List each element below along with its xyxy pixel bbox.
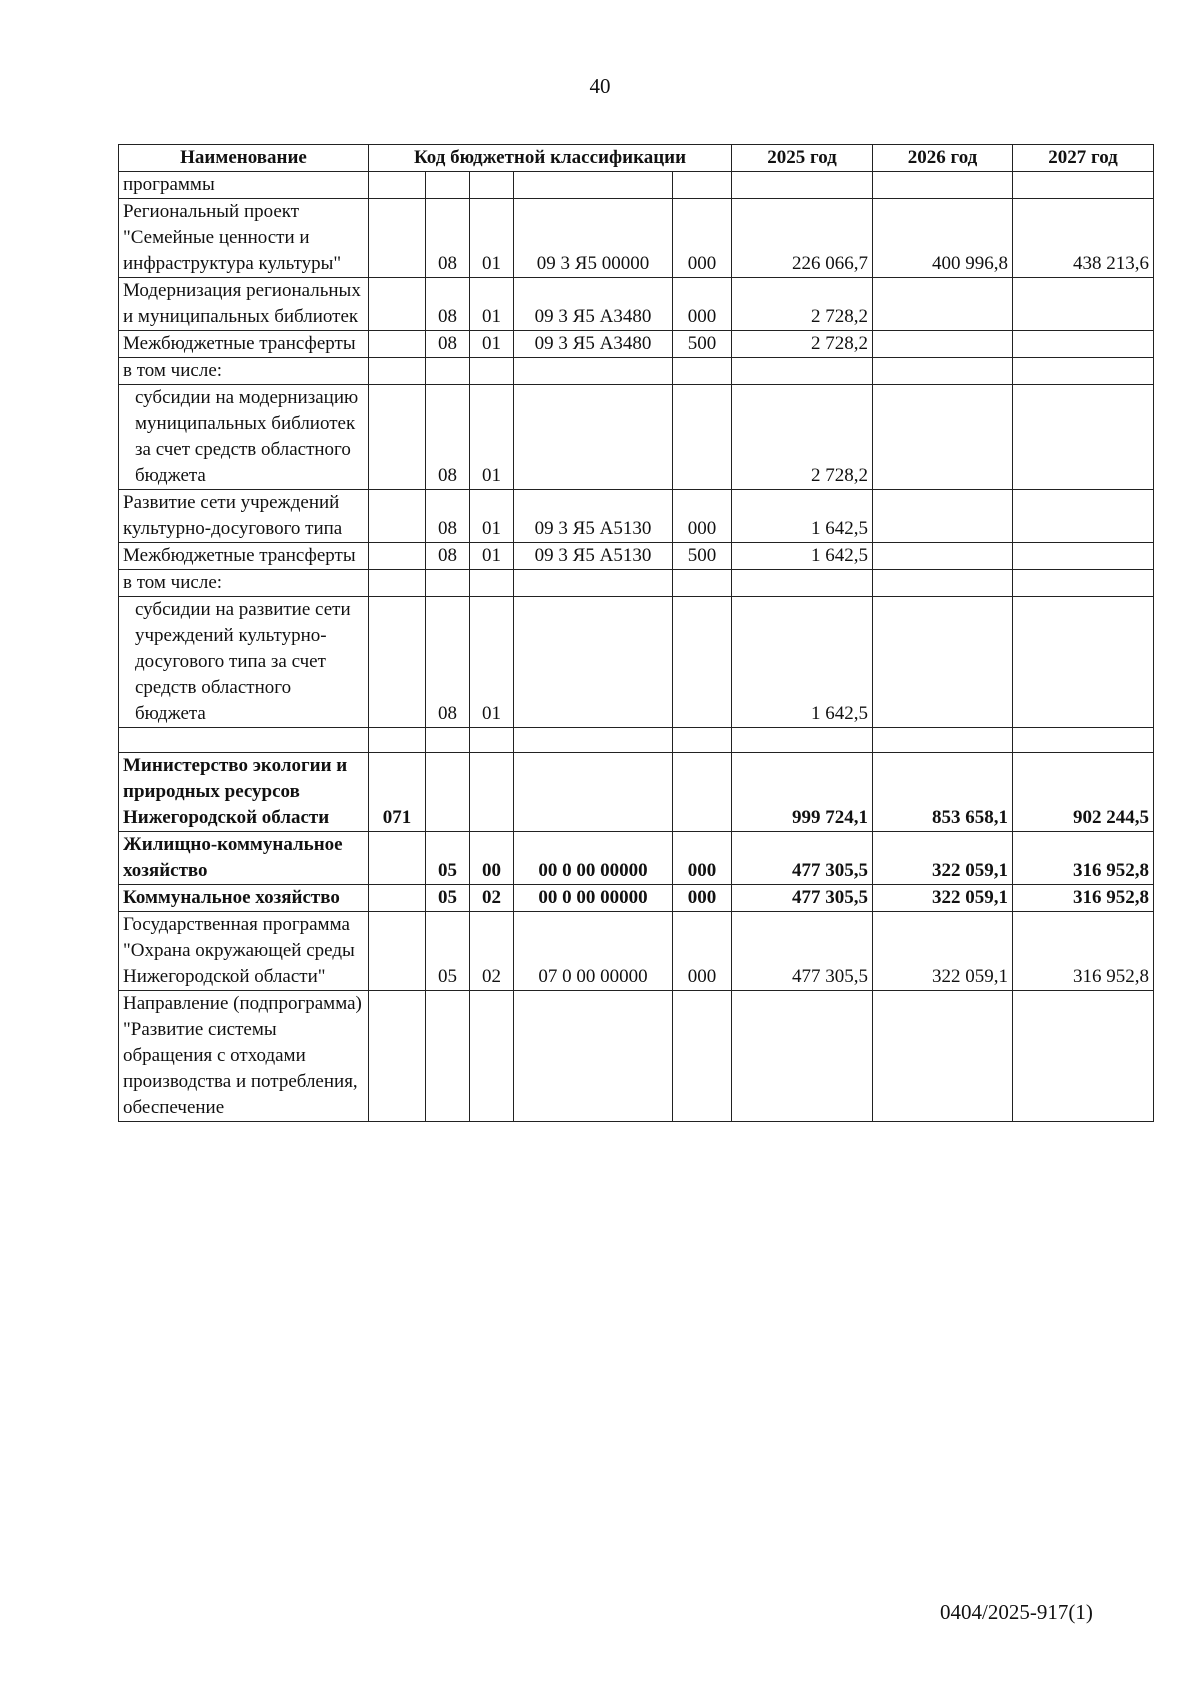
value-2026	[873, 331, 1013, 358]
value-2027	[1013, 358, 1154, 385]
row-name	[119, 728, 369, 753]
value-2026: 400 996,8	[873, 199, 1013, 278]
table-row	[119, 570, 1154, 597]
value-2027	[1013, 991, 1154, 1122]
code-admin	[369, 278, 426, 331]
header-2026: 2026 год	[873, 145, 1013, 172]
header-2027: 2027 год	[1013, 145, 1154, 172]
row-name: в том числе:	[119, 358, 369, 385]
value-2025: 226 066,7	[732, 199, 873, 278]
code-section	[426, 728, 470, 753]
code-subsection	[470, 991, 514, 1122]
code-section: 05	[426, 885, 470, 912]
code-target: 09 3 Я5 А3480	[514, 331, 673, 358]
code-expense-type: 500	[673, 331, 732, 358]
code-subsection: 02	[470, 912, 514, 991]
code-target	[514, 991, 673, 1122]
table-row	[119, 331, 1154, 358]
code-admin	[369, 912, 426, 991]
code-expense-type: 000	[673, 199, 732, 278]
value-2027: 438 213,6	[1013, 199, 1154, 278]
code-admin	[369, 358, 426, 385]
code-expense-type: 000	[673, 278, 732, 331]
row-name: Межбюджетные трансферты	[119, 331, 369, 358]
table-row	[119, 385, 1154, 490]
code-target	[514, 570, 673, 597]
header-name: Наименование	[119, 145, 369, 172]
value-2026: 322 059,1	[873, 885, 1013, 912]
value-2026	[873, 543, 1013, 570]
value-2025: 1 642,5	[732, 543, 873, 570]
value-2027	[1013, 278, 1154, 331]
code-section: 08	[426, 597, 470, 728]
value-2027	[1013, 490, 1154, 543]
code-subsection: 01	[470, 199, 514, 278]
value-2027: 316 952,8	[1013, 832, 1154, 885]
value-2025	[732, 991, 873, 1122]
code-admin	[369, 172, 426, 199]
code-subsection	[470, 728, 514, 753]
code-expense-type	[673, 358, 732, 385]
value-2026	[873, 490, 1013, 543]
value-2026	[873, 570, 1013, 597]
code-section: 08	[426, 490, 470, 543]
code-admin: 071	[369, 753, 426, 832]
code-subsection: 01	[470, 543, 514, 570]
code-target	[514, 597, 673, 728]
code-section	[426, 172, 470, 199]
value-2026	[873, 358, 1013, 385]
code-subsection	[470, 570, 514, 597]
table-row	[119, 172, 1154, 199]
value-2027	[1013, 331, 1154, 358]
code-subsection	[470, 172, 514, 199]
value-2025: 999 724,1	[732, 753, 873, 832]
row-name: Жилищно-коммунальное хозяйство	[119, 832, 369, 885]
code-target: 09 3 Я5 А3480	[514, 278, 673, 331]
code-expense-type	[673, 597, 732, 728]
value-2027	[1013, 728, 1154, 753]
code-subsection: 01	[470, 331, 514, 358]
code-section	[426, 991, 470, 1122]
code-section: 08	[426, 331, 470, 358]
table-row	[119, 597, 1154, 728]
table-row	[119, 543, 1154, 570]
code-target: 00 0 00 00000	[514, 832, 673, 885]
code-section: 08	[426, 385, 470, 490]
code-target	[514, 728, 673, 753]
value-2025: 477 305,5	[732, 885, 873, 912]
code-admin	[369, 331, 426, 358]
value-2025	[732, 172, 873, 199]
code-target: 09 3 Я5 А5130	[514, 490, 673, 543]
value-2026	[873, 385, 1013, 490]
value-2025: 477 305,5	[732, 832, 873, 885]
code-expense-type: 000	[673, 885, 732, 912]
code-section	[426, 570, 470, 597]
table-header-row	[119, 145, 1154, 172]
code-admin	[369, 597, 426, 728]
value-2026: 322 059,1	[873, 832, 1013, 885]
value-2025	[732, 728, 873, 753]
code-subsection: 01	[470, 278, 514, 331]
table-row	[119, 912, 1154, 991]
code-admin	[369, 728, 426, 753]
code-section	[426, 753, 470, 832]
code-admin	[369, 543, 426, 570]
row-name: Государственная программа "Охрана окружающей среды Нижегородской области"	[119, 912, 369, 991]
table-row	[119, 490, 1154, 543]
code-subsection	[470, 753, 514, 832]
code-section: 05	[426, 832, 470, 885]
code-admin	[369, 490, 426, 543]
code-subsection: 01	[470, 490, 514, 543]
code-subsection: 01	[470, 385, 514, 490]
row-name: Направление (подпрограмма) "Развитие системы обращения с отходами производства и потребления, обеспечение	[119, 991, 369, 1122]
value-2025: 1 642,5	[732, 597, 873, 728]
code-target: 09 3 Я5 00000	[514, 199, 673, 278]
code-target: 00 0 00 00000	[514, 885, 673, 912]
table-row	[119, 991, 1154, 1122]
value-2025: 2 728,2	[732, 278, 873, 331]
code-expense-type	[673, 991, 732, 1122]
code-expense-type	[673, 753, 732, 832]
value-2026	[873, 991, 1013, 1122]
code-target	[514, 753, 673, 832]
code-target	[514, 385, 673, 490]
value-2026	[873, 278, 1013, 331]
value-2026	[873, 597, 1013, 728]
table-row	[119, 199, 1154, 278]
value-2027	[1013, 172, 1154, 199]
code-expense-type: 000	[673, 832, 732, 885]
page-number: 40	[589, 74, 611, 98]
value-2026	[873, 172, 1013, 199]
row-name: Модернизация региональных и муниципальных библиотек	[119, 278, 369, 331]
value-2025: 477 305,5	[732, 912, 873, 991]
code-admin	[369, 385, 426, 490]
row-name: Коммунальное хозяйство	[119, 885, 369, 912]
code-admin	[369, 885, 426, 912]
code-expense-type	[673, 570, 732, 597]
code-target: 09 3 Я5 А5130	[514, 543, 673, 570]
value-2026	[873, 728, 1013, 753]
table-row	[119, 753, 1154, 832]
code-expense-type: 500	[673, 543, 732, 570]
code-admin	[369, 199, 426, 278]
row-name: Межбюджетные трансферты	[119, 543, 369, 570]
value-2027	[1013, 597, 1154, 728]
code-section	[426, 358, 470, 385]
table-body	[119, 172, 1154, 1122]
row-name: программы	[119, 172, 369, 199]
value-2027: 316 952,8	[1013, 912, 1154, 991]
value-2027: 902 244,5	[1013, 753, 1154, 832]
value-2025: 1 642,5	[732, 490, 873, 543]
code-section: 08	[426, 543, 470, 570]
table-row	[119, 885, 1154, 912]
row-name: субсидии на развитие сети учреждений культурно-досугового типа за счет средств областного бюджета	[119, 597, 369, 728]
value-2027	[1013, 385, 1154, 490]
header-code: Код бюджетной классификации	[369, 145, 732, 172]
value-2025: 2 728,2	[732, 331, 873, 358]
budget-table	[118, 144, 1154, 1122]
code-target	[514, 172, 673, 199]
code-subsection: 00	[470, 832, 514, 885]
value-2025: 2 728,2	[732, 385, 873, 490]
code-section: 05	[426, 912, 470, 991]
code-expense-type	[673, 172, 732, 199]
document-code: 0404/2025-917(1)	[940, 1600, 1093, 1624]
header-2025: 2025 год	[732, 145, 873, 172]
code-section: 08	[426, 278, 470, 331]
code-admin	[369, 832, 426, 885]
value-2027: 316 952,8	[1013, 885, 1154, 912]
code-expense-type	[673, 728, 732, 753]
value-2026: 853 658,1	[873, 753, 1013, 832]
code-target	[514, 358, 673, 385]
value-2026: 322 059,1	[873, 912, 1013, 991]
code-expense-type	[673, 385, 732, 490]
table-row	[119, 832, 1154, 885]
code-target: 07 0 00 00000	[514, 912, 673, 991]
table-row	[119, 358, 1154, 385]
code-subsection: 02	[470, 885, 514, 912]
code-subsection: 01	[470, 597, 514, 728]
row-name: в том числе:	[119, 570, 369, 597]
table-row	[119, 278, 1154, 331]
row-name: Региональный проект "Семейные ценности и инфраструктура культуры"	[119, 199, 369, 278]
row-name: Развитие сети учреждений культурно-досугового типа	[119, 490, 369, 543]
code-admin	[369, 570, 426, 597]
code-subsection	[470, 358, 514, 385]
row-name: субсидии на модернизацию муниципальных библиотек за счет средств областного бюджета	[119, 385, 369, 490]
value-2027	[1013, 543, 1154, 570]
value-2027	[1013, 570, 1154, 597]
code-expense-type: 000	[673, 912, 732, 991]
value-2025	[732, 358, 873, 385]
value-2025	[732, 570, 873, 597]
table-row	[119, 728, 1154, 753]
code-expense-type: 000	[673, 490, 732, 543]
code-section: 08	[426, 199, 470, 278]
row-name: Министерство экологии и природных ресурсов Нижегородской области	[119, 753, 369, 832]
code-admin	[369, 991, 426, 1122]
